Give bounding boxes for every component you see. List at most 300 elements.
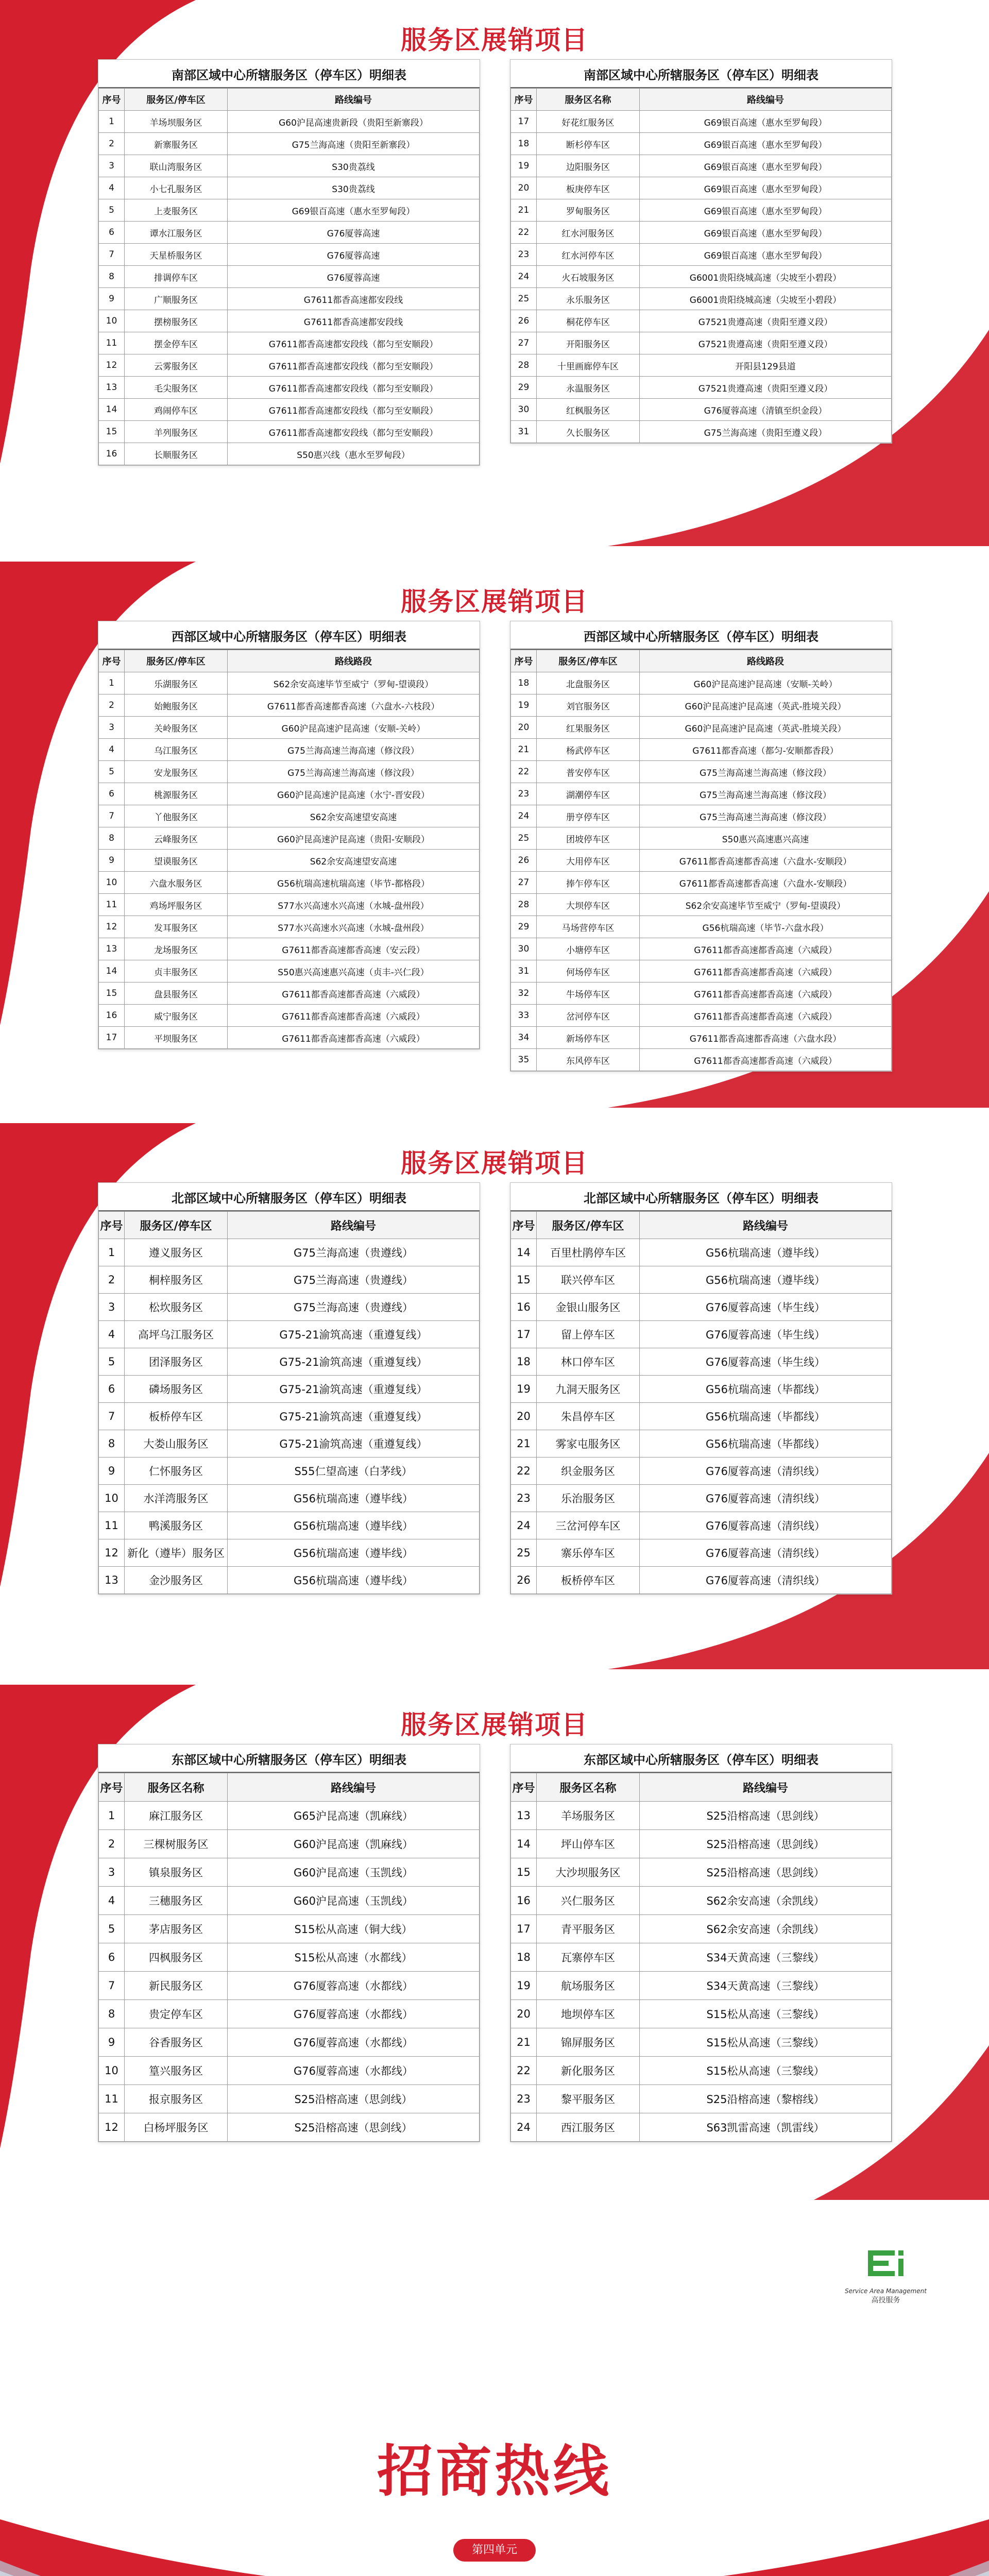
table-row (511, 399, 892, 421)
logo-chinese: 高投服务 (871, 2296, 900, 2304)
service-area-name: 白杨坪服务区 (125, 2113, 228, 2142)
column-header: 路线路段 (640, 650, 892, 672)
service-area-name: 板桥停车区 (125, 1403, 228, 1430)
service-area-name: 云雾服务区 (125, 354, 228, 377)
route-name: G76厦蓉高速（水都线） (228, 2028, 480, 2057)
table-title: 东部区域中心所辖服务区（停车区）明细表 (510, 1744, 892, 1773)
row-number: 13 (99, 938, 125, 960)
row-number: 29 (511, 916, 537, 938)
row-number: 9 (99, 850, 125, 872)
row-number: 18 (511, 1943, 537, 1972)
route-name: G60沪昆高速沪昆高速（安顺-关岭） (228, 717, 480, 739)
route-name: G7521贵遵高速（贵阳至遵义段） (640, 310, 892, 332)
table-row (511, 354, 892, 377)
service-area-name: 大用停车区 (537, 850, 640, 872)
route-name: G7521贵遵高速（贵阳至遵义段） (640, 332, 892, 354)
route-name: G7611都香高速都安段线（都匀至安顺段） (228, 399, 480, 421)
column-header: 路线编号 (228, 1773, 480, 1802)
table-row (99, 982, 480, 1005)
route-name: G56杭瑞高速（遵毕线） (228, 1567, 480, 1594)
row-number: 5 (99, 1348, 125, 1376)
route-name: G56杭瑞高速（遵毕线） (228, 1512, 480, 1539)
table-row (99, 111, 480, 133)
table-row (511, 1943, 892, 1972)
route-name: G75兰海高速兰海高速（修汶段） (228, 739, 480, 761)
route-name: G75兰海高速（贵遵线） (228, 1266, 480, 1294)
table-title: 西部区域中心所辖服务区（停车区）明细表 (510, 621, 892, 650)
route-name: S77水兴高速水兴高速（水城-盘州段） (228, 894, 480, 916)
row-number: 29 (511, 377, 537, 399)
service-area-name: 排调停车区 (125, 266, 228, 288)
route-name: G7611都香高速都安段线 (228, 310, 480, 332)
route-name: G56杭瑞高速（遵毕线） (640, 1239, 892, 1266)
table-header-row (99, 1773, 480, 1802)
route-name: S15松从高速（三黎线） (640, 2028, 892, 2057)
route-name: S63凯雷高速（凯雷线） (640, 2113, 892, 2142)
table-grid (98, 1211, 480, 1594)
service-area-name: 捧乍停车区 (537, 872, 640, 894)
row-number: 27 (511, 332, 537, 354)
table-row (511, 1858, 892, 1887)
service-area-name: 谭水江服务区 (125, 222, 228, 244)
service-area-name: 朱昌停车区 (537, 1403, 640, 1430)
route-name: S77水兴高速水兴高速（水城-盘州段） (228, 916, 480, 938)
row-number: 19 (511, 694, 537, 717)
route-name: G75-21渝筑高速（重遵复线） (228, 1376, 480, 1403)
service-area-name: 麻江服务区 (125, 1802, 228, 1830)
service-area-name: 团坡停车区 (537, 827, 640, 850)
table-row (99, 1430, 480, 1458)
table-row (99, 244, 480, 266)
route-name: G76厦蓉高速（水都线） (228, 2000, 480, 2028)
service-area-name: 镇泉服务区 (125, 1858, 228, 1887)
service-area-name: 大沙坝服务区 (537, 1858, 640, 1887)
route-name: G76厦蓉高速 (228, 244, 480, 266)
service-area-name: 马场营停车区 (537, 916, 640, 938)
route-name: 开阳县129县道 (640, 354, 892, 377)
row-number: 1 (99, 1802, 125, 1830)
table-row (99, 2000, 480, 2028)
table-row (99, 332, 480, 354)
service-area-name: 永乐服务区 (537, 288, 640, 310)
table-row (99, 1485, 480, 1512)
route-name: G60沪昆高速沪昆高速（水宁-晋安段） (228, 783, 480, 805)
table-row (511, 1802, 892, 1830)
route-name: G60沪昆高速贵新段（贵阳至新寨段） (228, 111, 480, 133)
row-number: 1 (99, 111, 125, 133)
service-area-name: 青平服务区 (537, 1915, 640, 1943)
row-number: 15 (511, 1858, 537, 1887)
route-name: S15松从高速（三黎线） (640, 2000, 892, 2028)
row-number: 17 (99, 1027, 125, 1049)
table-grid (510, 88, 892, 443)
route-name: G7611都香高速都香高速（六威段） (228, 982, 480, 1005)
table-row (99, 1802, 480, 1830)
row-number: 7 (99, 1972, 125, 2000)
service-area-name: 遵义服务区 (125, 1239, 228, 1266)
table-row (511, 111, 892, 133)
service-area-name: 坪山停车区 (537, 1830, 640, 1858)
table-row (99, 1458, 480, 1485)
table-row (99, 739, 480, 761)
service-area-name: 松坎服务区 (125, 1294, 228, 1321)
route-name: S30贵荔线 (228, 177, 480, 199)
row-number: 23 (511, 783, 537, 805)
route-name: G60沪昆高速沪昆高速（英武-胜境关段） (640, 694, 892, 717)
table-row (511, 332, 892, 354)
route-name: G56杭瑞高速（遵毕线） (228, 1539, 480, 1567)
table-row (99, 1943, 480, 1972)
route-name: S62余安高速（余凯线） (640, 1887, 892, 1915)
service-area-name: 小七孔服务区 (125, 177, 228, 199)
route-name: G7611都香高速都香高速（六威段） (640, 982, 892, 1005)
table-row (99, 443, 480, 465)
service-area-name: 火石坡服务区 (537, 266, 640, 288)
service-area-name: 久长服务区 (537, 421, 640, 443)
service-area-name: 西江服务区 (537, 2113, 640, 2142)
row-number: 21 (511, 739, 537, 761)
row-number: 16 (99, 443, 125, 465)
table-row (99, 177, 480, 199)
column-header: 路线编号 (640, 1773, 892, 1802)
row-number: 27 (511, 872, 537, 894)
table-row (511, 1458, 892, 1485)
table-row (511, 694, 892, 717)
route-name: G76厦蓉高速（清织线） (640, 1539, 892, 1567)
service-area-name: 十里画廊停车区 (537, 354, 640, 377)
row-number: 25 (511, 288, 537, 310)
row-number: 7 (99, 1403, 125, 1430)
service-area-name: 九洞天服务区 (537, 1376, 640, 1403)
row-number: 8 (99, 1430, 125, 1458)
service-area-name: 茅店服务区 (125, 1915, 228, 1943)
service-area-name: 报京服务区 (125, 2085, 228, 2113)
table-row (511, 377, 892, 399)
column-header: 服务区/停车区 (537, 1212, 640, 1239)
table-row (511, 894, 892, 916)
route-name: G7611都香高速都安段线 (228, 288, 480, 310)
table-row (511, 133, 892, 155)
table-title: 北部区域中心所辖服务区（停车区）明细表 (98, 1183, 480, 1211)
column-header: 序号 (99, 650, 125, 672)
route-name: G7611都香高速都安段线（都匀至安顺段） (228, 421, 480, 443)
table-row (99, 1887, 480, 1915)
logo-english: Service Area Management (845, 2287, 927, 2295)
row-number: 6 (99, 1943, 125, 1972)
row-number: 2 (99, 1266, 125, 1294)
row-number: 6 (99, 1376, 125, 1403)
route-name: G75-21渝筑高速（重遵复线） (228, 1403, 480, 1430)
row-number: 4 (99, 177, 125, 199)
route-name: S25沿榕高速（思剑线） (228, 2113, 480, 2142)
service-area-name: 织金服务区 (537, 1458, 640, 1485)
row-number: 14 (511, 1239, 537, 1266)
route-name: S34天黄高速（三黎线） (640, 1972, 892, 2000)
table-row (99, 1539, 480, 1567)
row-number: 13 (99, 377, 125, 399)
row-number: 18 (511, 133, 537, 155)
table-row (511, 2057, 892, 2085)
route-name: G76厦蓉高速 (228, 222, 480, 244)
route-name: G56杭瑞高速（毕都线） (640, 1403, 892, 1430)
service-area-name: 红水河服务区 (537, 222, 640, 244)
service-area-name: 寨乐停车区 (537, 1539, 640, 1567)
table-row (99, 717, 480, 739)
service-area-name: 瓦寨停车区 (537, 1943, 640, 1972)
row-number: 18 (511, 672, 537, 694)
service-area-name: 黎平服务区 (537, 2085, 640, 2113)
route-name: S34天黄高速（三黎线） (640, 1943, 892, 1972)
table-row (511, 266, 892, 288)
route-name: G69银百高速（惠水至罗甸段） (228, 199, 480, 222)
table-row (511, 2085, 892, 2113)
row-number: 22 (511, 1458, 537, 1485)
row-number: 4 (99, 1887, 125, 1915)
table-row (511, 960, 892, 982)
route-name: G69银百高速（惠水至罗甸段） (640, 244, 892, 266)
table-title: 南部区域中心所辖服务区（停车区）明细表 (510, 60, 892, 88)
service-area-table (98, 1744, 480, 2142)
table-row (99, 155, 480, 177)
tables-wrap (98, 59, 891, 523)
service-area-name: 开阳服务区 (537, 332, 640, 354)
table-row (99, 377, 480, 399)
service-area-name: 三岔河停车区 (537, 1512, 640, 1539)
row-number: 19 (511, 155, 537, 177)
row-number: 13 (511, 1802, 537, 1830)
route-name: G7611都香高速都香高速（六威段） (640, 960, 892, 982)
row-number: 14 (511, 1830, 537, 1858)
service-area-name: 水洋湾服务区 (125, 1485, 228, 1512)
row-number: 1 (99, 1239, 125, 1266)
row-number: 1 (99, 672, 125, 694)
table-row (511, 1294, 892, 1321)
route-name: G76厦蓉高速（水都线） (228, 1972, 480, 2000)
row-number: 19 (511, 1972, 537, 2000)
service-area-table (98, 59, 480, 466)
row-number: 26 (511, 850, 537, 872)
column-header: 服务区/停车区 (537, 650, 640, 672)
service-area-name: 兴仁服务区 (537, 1887, 640, 1915)
table-row (511, 1567, 892, 1594)
row-number: 2 (99, 1830, 125, 1858)
row-number: 32 (511, 982, 537, 1005)
row-number: 26 (511, 310, 537, 332)
service-area-table (510, 1182, 892, 1595)
service-area-table (510, 621, 892, 1072)
service-area-name: 摆榜服务区 (125, 310, 228, 332)
row-number: 8 (99, 827, 125, 850)
route-name: G7611都香高速都安段线（都匀至安顺段） (228, 332, 480, 354)
table-row (99, 399, 480, 421)
table-title: 南部区域中心所辖服务区（停车区）明细表 (98, 60, 480, 88)
column-header: 服务区/停车区 (125, 1212, 228, 1239)
table-row (511, 155, 892, 177)
service-area-name: 红水河停车区 (537, 244, 640, 266)
table-row (99, 1348, 480, 1376)
section-north (0, 1123, 989, 1669)
route-name: G7611都香高速都安段线（都匀至安顺段） (228, 354, 480, 377)
route-name: G60沪昆高速（玉凯线） (228, 1858, 480, 1887)
row-number: 20 (511, 1403, 537, 1430)
row-number: 12 (99, 916, 125, 938)
service-area-name: 磷场服务区 (125, 1376, 228, 1403)
row-number: 20 (511, 2000, 537, 2028)
table-row (511, 177, 892, 199)
table-row (511, 2000, 892, 2028)
route-name: G60沪昆高速沪昆高速（安顺-关岭） (640, 672, 892, 694)
column-header: 路线编号 (640, 1212, 892, 1239)
table-row (511, 739, 892, 761)
table-row (99, 805, 480, 827)
service-area-name: 桐梓服务区 (125, 1266, 228, 1294)
service-area-name: 留上停车区 (537, 1321, 640, 1348)
row-number: 21 (511, 1430, 537, 1458)
table-row (511, 1830, 892, 1858)
table-row (511, 1539, 892, 1567)
route-name: S50惠兴线（惠水至罗甸段） (228, 443, 480, 465)
service-area-name: 威宁服务区 (125, 1005, 228, 1027)
row-number: 22 (511, 2057, 537, 2085)
table-grid (510, 1211, 892, 1594)
route-name: S25沿榕高速（黎榕线） (640, 2085, 892, 2113)
route-name: S30贵荔线 (228, 155, 480, 177)
table-row (511, 982, 892, 1005)
table-row (511, 850, 892, 872)
table-grid (98, 650, 480, 1049)
table-row (99, 288, 480, 310)
route-name: G76厦蓉高速（清镇至织金段） (640, 399, 892, 421)
table-row (511, 1266, 892, 1294)
service-area-name: 永温服务区 (537, 377, 640, 399)
route-name: G6001贵阳绕城高速（尖坡至小碧段） (640, 266, 892, 288)
service-area-name: 鸡闹停车区 (125, 399, 228, 421)
row-number: 19 (511, 1376, 537, 1403)
row-number: 3 (99, 717, 125, 739)
service-area-name: 牛场停车区 (537, 982, 640, 1005)
route-name: G75兰海高速兰海高速（修汶段） (640, 783, 892, 805)
service-area-name: 新化（遵毕）服务区 (125, 1539, 228, 1567)
row-number: 5 (99, 1915, 125, 1943)
service-area-name: 四枫服务区 (125, 1943, 228, 1972)
table-title: 西部区域中心所辖服务区（停车区）明细表 (98, 621, 480, 650)
table-title: 东部区域中心所辖服务区（停车区）明细表 (98, 1744, 480, 1773)
table-row (99, 872, 480, 894)
route-name: G60沪昆高速沪昆高速（贵阳-安顺段） (228, 827, 480, 850)
service-area-name: 航场服务区 (537, 1972, 640, 2000)
row-number: 25 (511, 827, 537, 850)
service-area-name: 红枫服务区 (537, 399, 640, 421)
row-number: 15 (99, 421, 125, 443)
table-row (511, 2028, 892, 2057)
column-header: 服务区名称 (537, 89, 640, 111)
row-number: 9 (99, 288, 125, 310)
table-row (99, 1915, 480, 1943)
row-number: 11 (99, 2085, 125, 2113)
row-number: 10 (99, 872, 125, 894)
section-south (0, 0, 989, 546)
service-area-name: 普安停车区 (537, 761, 640, 783)
tables-wrap (98, 1182, 891, 1646)
table-grid (510, 1773, 892, 2142)
row-number: 3 (99, 1294, 125, 1321)
table-row (99, 222, 480, 244)
service-area-name: 金银山服务区 (537, 1294, 640, 1321)
route-name: G75-21渝筑高速（重遵复线） (228, 1430, 480, 1458)
column-header: 路线编号 (228, 1212, 480, 1239)
route-name: G76厦蓉高速（毕生线） (640, 1294, 892, 1321)
row-number: 8 (99, 2000, 125, 2028)
table-row (511, 1887, 892, 1915)
row-number: 15 (511, 1266, 537, 1294)
table-row (99, 960, 480, 982)
table-row (99, 1005, 480, 1027)
table-header-row (99, 650, 480, 672)
table-row (511, 1049, 892, 1071)
table-row (99, 421, 480, 443)
column-header: 序号 (511, 1773, 537, 1802)
row-number: 6 (99, 783, 125, 805)
route-name: G7611都香高速都香高速（六盘水-安顺段） (640, 850, 892, 872)
table-row (99, 783, 480, 805)
service-area-name: 大娄山服务区 (125, 1430, 228, 1458)
service-area-name: 篁兴服务区 (125, 2057, 228, 2085)
unit-badge: 第四单元 (453, 2539, 536, 2562)
service-area-name: 小塘停车区 (537, 938, 640, 960)
route-name: S15松从高速（水都线） (228, 1943, 480, 1972)
service-area-name: 杨武停车区 (537, 739, 640, 761)
section-title: 服务区展销项目 (401, 587, 588, 617)
column-header: 序号 (511, 89, 537, 111)
table-row (511, 672, 892, 694)
table-row (99, 1376, 480, 1403)
section-title: 服务区展销项目 (401, 1710, 588, 1740)
service-area-table (510, 1744, 892, 2142)
route-name: G7611都香高速都香高速（六盘水-六枝段） (228, 694, 480, 717)
service-area-name: 桐花停车区 (537, 310, 640, 332)
service-area-name: 金沙服务区 (125, 1567, 228, 1594)
route-name: G69银百高速（惠水至罗甸段） (640, 199, 892, 222)
route-name: G6001贵阳绕城高速（尖坡至小碧段） (640, 288, 892, 310)
row-number: 13 (99, 1567, 125, 1594)
route-name: S62余安高速毕节至威宁（罗甸-望谟段） (640, 894, 892, 916)
row-number: 28 (511, 354, 537, 377)
service-area-name: 谷香服务区 (125, 2028, 228, 2057)
route-name: G7611都香高速（都匀-安顺都香段） (640, 739, 892, 761)
route-name: G65沪昆高速（凯麻线） (228, 1802, 480, 1830)
service-area-name: 雾家屯服务区 (537, 1430, 640, 1458)
service-area-name: 岔河停车区 (537, 1005, 640, 1027)
service-area-name: 始鲍服务区 (125, 694, 228, 717)
table-row (511, 1321, 892, 1348)
service-area-name: 羊列服务区 (125, 421, 228, 443)
row-number: 10 (99, 2057, 125, 2085)
column-header: 服务区/停车区 (125, 89, 228, 111)
route-name: G7611都香高速都香高速（六盘水段） (640, 1027, 892, 1049)
table-title: 北部区域中心所辖服务区（停车区）明细表 (510, 1183, 892, 1211)
route-name: G76厦蓉高速 (228, 266, 480, 288)
column-header: 序号 (99, 1212, 125, 1239)
table-row (99, 1239, 480, 1266)
service-area-name: 大坝停车区 (537, 894, 640, 916)
section-west (0, 562, 989, 1108)
route-name: G76厦蓉高速（清织线） (640, 1458, 892, 1485)
service-area-name: 地坝停车区 (537, 2000, 640, 2028)
table-row (99, 1972, 480, 2000)
row-number: 16 (511, 1887, 537, 1915)
route-name: G76厦蓉高速（清织线） (640, 1512, 892, 1539)
service-area-name: 长顺服务区 (125, 443, 228, 465)
